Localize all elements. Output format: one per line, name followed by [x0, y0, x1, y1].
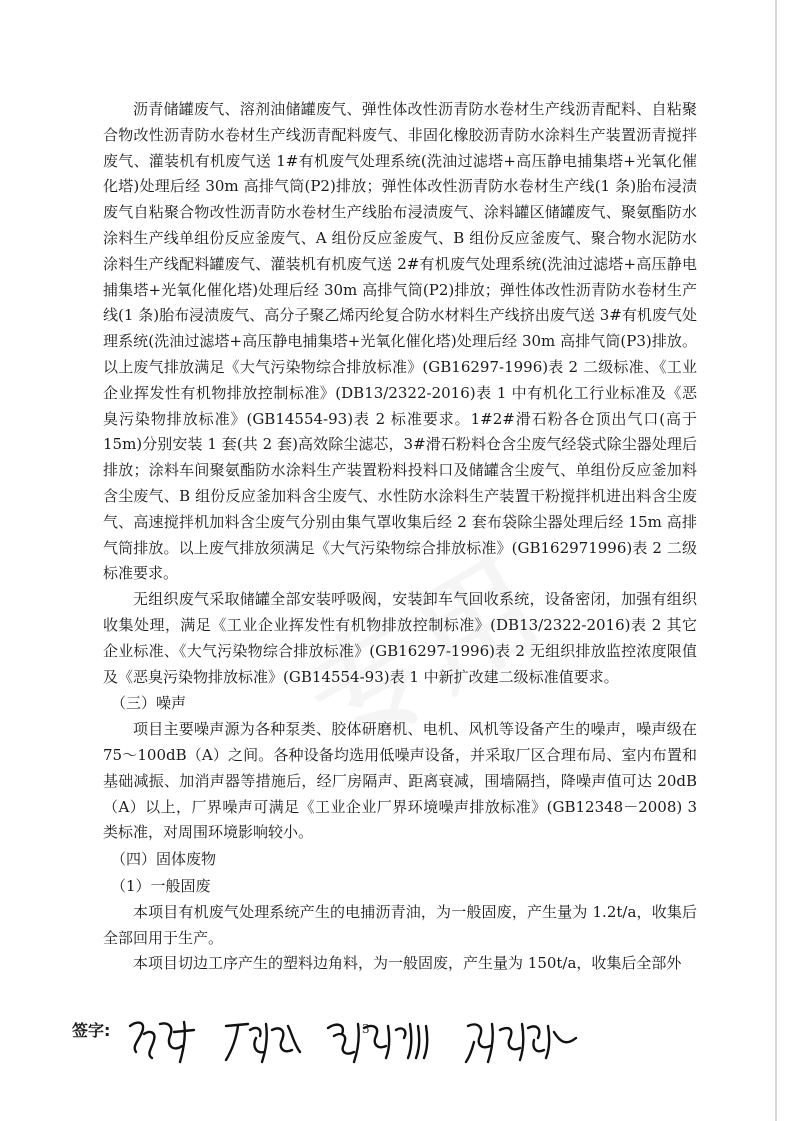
- handwritten-signature-1: [124, 1012, 204, 1068]
- section-heading-noise: （三）噪声: [111, 694, 187, 713]
- handwritten-signature-4: [462, 1012, 582, 1068]
- signature-label: 签字:: [72, 1021, 111, 1040]
- section-heading-solid-waste: （四）固体废物: [111, 850, 217, 869]
- signature-row: [62, 1012, 712, 1072]
- handwritten-signature-2: [220, 1012, 310, 1068]
- document-body: [103, 97, 697, 977]
- paragraph-asphalt-oil: 本项目有机废气处理系统产生的电捕沥青油，为一般固废，产生量为 1.2t/a，收集后全部回用于生产。: [103, 902, 697, 947]
- paragraph-noise: 项目主要噪声源为各种泵类、胶体研磨机、电机、风机等设备产生的噪声，噪声级在 75～100dB（A）之间。各种设备均选用低噪声设备，并采取厂区合理布局、室内布置和基础减振、加消声器等措施后，经厂房隔声、距离衰减，围墙隔挡，降噪声值可达 20dB（A）以上，厂界噪声可满足《工业企业厂界环境噪声排放标准》(GB12348－2008) 3 类标准，对周围环境影响较小。: [103, 720, 697, 842]
- paragraph-organic-exhaust: 沥青储罐废气、溶剂油储罐废气、弹性体改性沥青防水卷材生产线沥青配料、自粘聚合物改性沥青防水卷材生产线沥青配料废气、非固化橡胶沥青防水涂料生产装置沥青搅拌废气、灌装机有机废气送 1#有机废气处理系统(洗油过滤塔+高压静电捕集塔+光氧化催化塔)处理后经 30m 高排气筒(P2)排放；弹性体改性沥青防水卷材生产线(1 条)胎布浸渍废气自粘聚合物改性沥青防水卷材生产线胎布浸渍废气、涂料罐区储罐废气、聚氨酯防水涂料生产线单组份反应釜废气、A 组份反应釜废气、B 组份反应釜废气、聚合物水泥防水涂料生产线配料罐废气、灌装机有机废气送 2#有机废气处理系统(洗油过滤塔+高压静电捕集塔+光氧化催化塔)处理后经 30m 高排气筒(P2)排放；弹性体改性沥青防水卷材生产线(1 条)胎布浸渍废气、高分子聚乙烯丙纶复合防水材料生产线挤出废气送 3#有机废气处理系统(洗油过滤塔+高压静电捕集塔+光氧化催化塔)处理后经 30m 高排气筒(P3)排放。以上废气排放满足《大气污染物综合排放标准》(GB16297-1996)表 2 二级标准、《工业企业挥发性有机物排放控制标准》(DB13/2322-2016)表 1 中有机化工行业标准及《恶臭污染物排放标准》(GB14554-93)表 2 标准要求。1#2#滑石粉各仓顶出气口(高于 15m)分别安装 1 套(共 2 套)高效除尘滤芯，3#滑石粉料仓含尘废气经袋式除尘器处理后排放；涂料车间聚氨酯防水涂料生产装置粉料投料口及储罐含尘废气、单组份反应釜加料含尘废气、B 组份反应釜加料含尘废气、水性防水涂料生产装置干粉搅拌机进出料含尘废气、高速搅拌机加料含尘废气分别由集气罩收集后经 2 套布袋除尘器处理后经 15m 高排气筒排放。以上废气排放须满足《大气污染物综合排放标准》(GB162971996)表 2 二级标准要求。: [103, 100, 697, 583]
- paragraph-fugitive-exhaust: 无组织废气采取储罐全部安装呼吸阀，安装卸车气回收系统，设备密闭，加强有组织收集处理，满足《工业企业挥发性有机物排放控制标准》(DB13/2322-2016)表 2 其它企业标准、《大气污染物综合排放标准》(GB16297-1996)表 2 无组织排放监控浓度限值及《恶臭污染物排放标准》(GB14554-93)表 1 中新扩改建二级标准值要求。: [103, 590, 697, 686]
- page-number: 3: [362, 1022, 370, 1036]
- subsection-heading-general-waste: （1）一般固废: [111, 876, 211, 895]
- page-edge: [775, 0, 777, 1121]
- paragraph-plastic-scrap: 本项目切边工序产生的塑料边角料，为一般固废，产生量为 150t/a，收集后全部外: [133, 954, 682, 973]
- handwritten-signature-3: [324, 1012, 444, 1068]
